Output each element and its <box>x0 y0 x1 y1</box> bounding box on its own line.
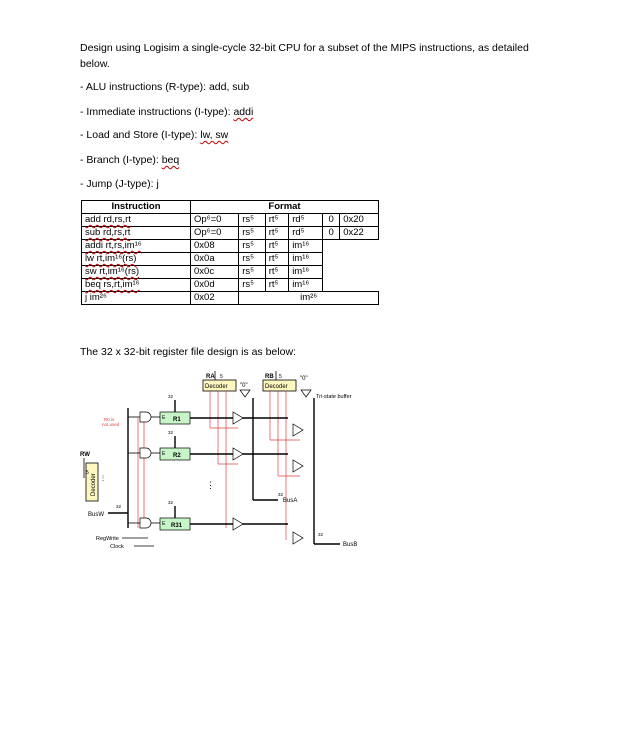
cell-instruction: beq rs,rt,im¹⁶ <box>82 279 191 292</box>
table-row <box>82 292 379 305</box>
cell-op: 0x08 <box>191 240 239 253</box>
cell-op: 0x0c <box>191 266 239 279</box>
ra-width: 5 <box>220 374 223 380</box>
write-decoder-label: Decoder <box>91 473 97 496</box>
bullet-branch: - Branch (I-type): beq <box>80 154 180 166</box>
table-row <box>82 253 379 266</box>
cell-empty <box>323 266 379 279</box>
width-r31: 32 <box>168 500 174 505</box>
enable-label-r31: E <box>162 521 166 527</box>
busw-label: BusW <box>88 512 105 518</box>
read-buses <box>228 398 340 544</box>
cell-op: Op⁶=0 <box>191 214 239 227</box>
clock-label: Clock <box>110 544 124 550</box>
cell-rt: rt⁵ <box>265 279 288 292</box>
busw-width: 32 <box>116 504 122 509</box>
cell-rd: rd⁵ <box>289 227 323 240</box>
register-file-diagram <box>78 368 368 558</box>
tristate-b-r31 <box>293 532 303 544</box>
register-label-r1: R1 <box>173 417 181 423</box>
width-r1: 32 <box>168 394 174 399</box>
rb-zero-label: "0" <box>300 376 308 382</box>
cell-imm: im¹⁶ <box>289 253 323 266</box>
cell-empty <box>323 240 379 253</box>
cell-rt: rt⁵ <box>265 240 288 253</box>
cell-shamt: 0 <box>323 214 340 227</box>
cell-rd: rd⁵ <box>289 214 323 227</box>
cell-rt: rt⁵ <box>265 227 288 240</box>
cell-empty <box>323 253 379 266</box>
instruction-format-table <box>81 200 379 305</box>
cell-rs: rs⁵ <box>239 214 265 227</box>
cell-instruction: sw rt,im¹⁶(rs) <box>82 266 191 279</box>
and-gate-r1 <box>140 412 151 422</box>
busa-label: BusA <box>283 498 298 504</box>
decoder-dots: ⋮ <box>100 476 106 482</box>
enable-label-r2: E <box>162 451 166 457</box>
cell-instruction: sub rd,rs,rt <box>82 227 191 240</box>
tristate-zero-b <box>301 390 311 397</box>
header-format: Format <box>191 201 379 214</box>
table-header-row <box>82 201 379 214</box>
cell-rs: rs⁵ <box>239 279 265 292</box>
ra-label: RA <box>206 374 215 380</box>
cell-instruction: lw rt,im¹⁶(rs) <box>82 253 191 266</box>
bullet-alu: - ALU instructions (R-type): add, sub <box>80 81 250 93</box>
r0-note-1: R0 is <box>104 417 115 422</box>
rb-decoder-label: Decoder <box>265 384 288 390</box>
cell-imm: im¹⁶ <box>289 266 323 279</box>
cell-instruction: add rd,rs,rt <box>82 214 191 227</box>
busa-width: 32 <box>278 492 284 497</box>
table-row <box>82 227 379 240</box>
rw-width: 5 <box>86 470 89 476</box>
tristate-b-r2 <box>293 460 303 472</box>
cell-rt: rt⁵ <box>265 266 288 279</box>
cell-empty <box>323 279 379 292</box>
cell-imm: im¹⁶ <box>289 240 323 253</box>
rw-label: RW <box>80 452 90 458</box>
cell-rs: rs⁵ <box>239 266 265 279</box>
register-r31 <box>128 500 228 530</box>
register-ellipsis: ⋮ <box>206 480 215 490</box>
cell-rs: rs⁵ <box>239 227 265 240</box>
cell-op: Op⁶=0 <box>191 227 239 240</box>
enable-label-r1: E <box>162 415 166 421</box>
cell-rt: rt⁵ <box>265 253 288 266</box>
table-row <box>82 240 379 253</box>
register-label-r2: R2 <box>173 453 181 459</box>
register-file-caption: The 32 x 32-bit register file design is as below: <box>80 346 296 358</box>
intro-paragraph: Design using Logisim a single-cycle 32-bit CPU for a subset of the MIPS instructions, as detailed below. <box>80 42 529 70</box>
regwrite-label: RegWrite <box>96 536 119 542</box>
cell-rs: rs⁵ <box>239 253 265 266</box>
busb-width: 32 <box>318 532 324 537</box>
header-instruction: Instruction <box>82 201 191 214</box>
bullet-load-store: - Load and Store (I-type): lw, sw <box>80 129 229 141</box>
cell-op: 0x0a <box>191 253 239 266</box>
tristate-a-r31 <box>233 518 243 530</box>
cell-rt: rt⁵ <box>265 214 288 227</box>
tristate-a-r2 <box>233 448 243 460</box>
and-gate-r2 <box>140 448 151 458</box>
tristate-zero-a <box>240 390 250 397</box>
table-row <box>82 214 379 227</box>
cell-instruction: j im²⁶ <box>82 292 191 305</box>
register-r2 <box>128 430 228 460</box>
ra-zero-label: "0" <box>240 383 248 389</box>
cell-instruction: addi rt,rs,im¹⁶ <box>82 240 191 253</box>
cell-rs: rs⁵ <box>239 240 265 253</box>
and-gate-r31 <box>140 518 151 528</box>
tristate-b-r1 <box>293 424 303 436</box>
cell-op: 0x02 <box>191 292 239 305</box>
tristate-a-r1 <box>233 412 243 424</box>
width-r2: 32 <box>168 430 174 435</box>
cell-shamt: 0 <box>323 227 340 240</box>
cell-imm: im¹⁶ <box>289 279 323 292</box>
table-row <box>82 266 379 279</box>
register-r1 <box>128 394 228 424</box>
cell-op: 0x0d <box>191 279 239 292</box>
cell-funct: 0x20 <box>340 214 379 227</box>
register-label-r31: R31 <box>171 523 183 529</box>
rb-width: 5 <box>279 374 282 380</box>
table-row <box>82 279 379 292</box>
bullet-jump: - Jump (J-type): j <box>80 178 159 190</box>
rb-label: RB <box>265 374 274 380</box>
cell-imm26: im²⁶ <box>239 292 379 305</box>
busb-label: BusB <box>343 542 358 548</box>
r0-note-2: not used <box>102 422 120 427</box>
tristate-label: Tri-state buffer <box>316 394 352 400</box>
ra-decoder-label: Decoder <box>205 384 228 390</box>
cell-funct: 0x22 <box>340 227 379 240</box>
bullet-immediate: - Immediate instructions (I-type): addi <box>80 106 254 118</box>
